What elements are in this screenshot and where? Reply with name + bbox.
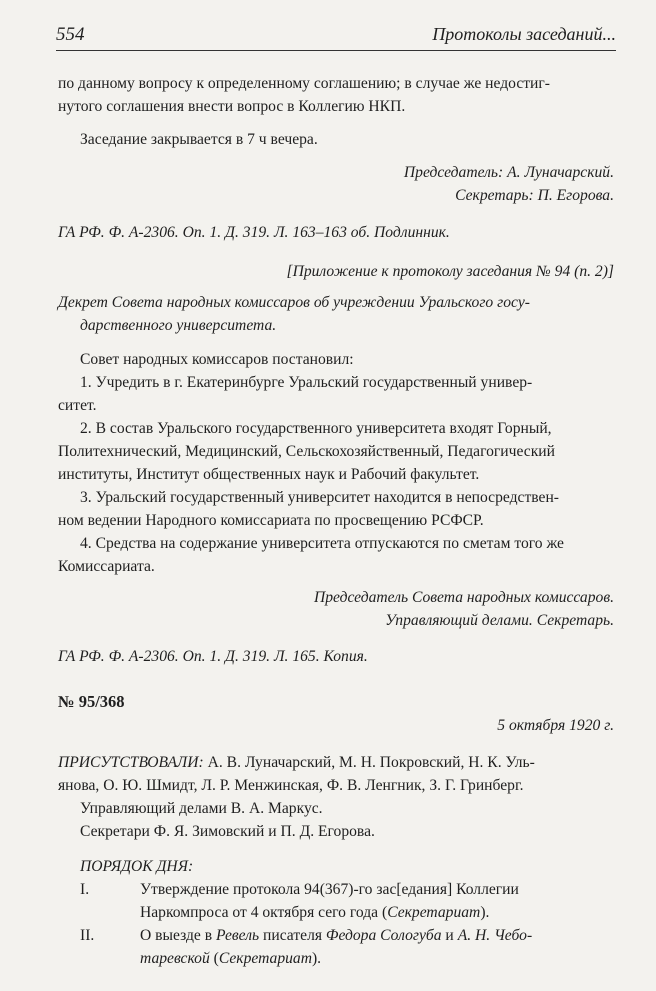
appendix-label: [Приложение к протоколу заседания № 94 (п. 2)] — [286, 263, 614, 280]
decree-paragraph-3-cont: ном ведении Народного комиссариата по просвещению РСФСР. — [58, 512, 484, 529]
decree-paragraph-4-cont: Комиссариата. — [58, 558, 155, 575]
agenda-text-fragment: О выезде в — [140, 927, 217, 944]
agenda-item-number: II. — [80, 927, 95, 944]
agenda-item-number: I. — [80, 881, 90, 898]
decree-signature: Председатель Совета народных комиссаров. — [313, 589, 614, 606]
page-number: 554 — [56, 24, 85, 45]
agenda-text-fragment: А. Н. Чебо- — [457, 927, 533, 944]
agenda-text-fragment: Наркомпроса от 4 октября сего года ( — [140, 904, 388, 921]
attendees-line: Управляющий делами В. А. Маркус. — [80, 800, 323, 817]
text-line: по данному вопросу к определенному соглашению; в случае же недостиг- — [58, 75, 550, 92]
chair-signature: Председатель: А. Луначарский. — [403, 164, 614, 181]
agenda-text-fragment: таревской — [140, 950, 210, 967]
agenda-item-text — [140, 903, 489, 923]
decree-paragraph-1-cont: ситет. — [58, 397, 97, 414]
text-line: нутого соглашения внести вопрос в Коллегию НКП. — [58, 98, 406, 115]
attendees-label: ПРИСУТСТВОВАЛИ: — [58, 754, 204, 771]
page-header — [56, 20, 616, 51]
attendees-line: Секретари Ф. Я. Зимовский и П. Д. Егорова. — [80, 823, 375, 840]
attendees-line — [58, 753, 535, 773]
secretary-signature: Секретарь: П. Егорова. — [455, 187, 614, 204]
decree-title-line: Декрет Совета народных комиссаров об учреждении Уральского госу- — [58, 294, 530, 311]
agenda-text-fragment: и — [441, 927, 458, 944]
decree-signature: Управляющий делами. Секретарь. — [385, 612, 614, 629]
archive-reference: ГА РФ. Ф. А-2306. Оп. 1. Д. 319. Л. 165. Копия. — [58, 648, 368, 665]
agenda-text-fragment: ). — [480, 904, 490, 921]
decree-intro: Совет народных комиссаров постановил: — [80, 351, 354, 368]
running-title: Протоколы заседаний... — [432, 24, 616, 44]
agenda-item-text: Утверждение протокола 94(367)-го зас[едания] Коллегии — [140, 881, 519, 898]
attendees-line: янова, О. Ю. Шмидт, Л. Р. Менжинская, Ф. В. Ленгник, З. Г. Гринберг. — [58, 777, 524, 794]
decree-paragraph-2: 2. В состав Уральского государственного университета входят Горный, — [80, 420, 552, 437]
agenda-text-fragment: ). — [311, 950, 322, 967]
decree-paragraph-1: 1. Учредить в г. Екатеринбурге Уральский государственный универ- — [80, 374, 533, 391]
decree-paragraph-2-cont: Политехнический, Медицинский, Сельскохозяйственный, Педагогический — [58, 443, 555, 460]
agenda-text-fragment: Ревель — [216, 927, 260, 944]
agenda-label: ПОРЯДОК ДНЯ: — [80, 858, 194, 875]
agenda-item-text — [140, 926, 532, 946]
protocol-number: № 95/368 — [58, 692, 125, 711]
decree-title-line: дарственного университета. — [80, 317, 277, 334]
decree-paragraph-4: 4. Средства на содержание университета отпускаются по сметам того же — [80, 535, 564, 552]
agenda-text-fragment: ( — [209, 950, 219, 967]
agenda-text-fragment: Секретариат — [218, 950, 312, 967]
closing-line: Заседание закрывается в 7 ч вечера. — [80, 131, 318, 148]
decree-paragraph-2-cont: институты, Институт общественных наук и Рабочий факультет. — [58, 466, 480, 483]
protocol-date: 5 октября 1920 г. — [497, 717, 614, 734]
agenda-item-text — [140, 949, 321, 969]
agenda-text-fragment: писателя — [259, 927, 326, 944]
archive-reference: ГА РФ. Ф. А-2306. Оп. 1. Д. 319. Л. 163–163 об. Подлинник. — [58, 224, 450, 241]
agenda-text-fragment: Секретариат — [387, 904, 481, 921]
agenda-text-fragment: Федора Сологуба — [325, 927, 442, 944]
decree-paragraph-3: 3. Уральский государственный университет находится в непосредствен- — [80, 489, 559, 506]
attendees-text: А. В. Луначарский, М. Н. Покровский, Н. К. Уль- — [207, 754, 535, 771]
